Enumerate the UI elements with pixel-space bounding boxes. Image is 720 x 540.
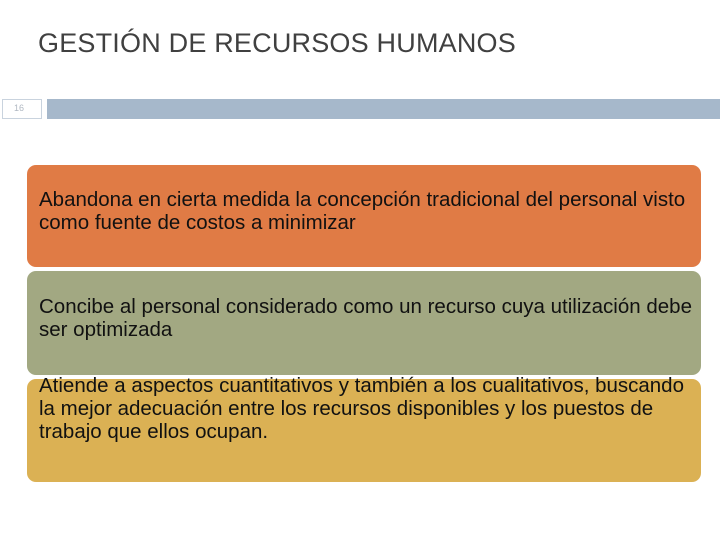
- content-card-1-text: Abandona en cierta medida la concepción tradicional del personal visto como fuente de costos a minimizar: [39, 188, 686, 234]
- content-card-1: [27, 165, 701, 267]
- content-card-3-text: Atiende a aspectos cuantitativos y también a los cualitativos, buscando la mejor adecuación entre los recursos disponibles y los puestos de trabajo que ellos ocupan.: [39, 374, 684, 443]
- header-bar: [47, 99, 720, 119]
- slide-title: GESTIÓN DE RECURSOS HUMANOS: [38, 28, 516, 58]
- content-card-2: [27, 271, 701, 375]
- content-card-3: [27, 374, 701, 482]
- content-card-2-text: Concibe al personal considerado como un recurso cuya utilización debe ser optimizada: [39, 295, 692, 341]
- slide-number: 16: [14, 103, 25, 113]
